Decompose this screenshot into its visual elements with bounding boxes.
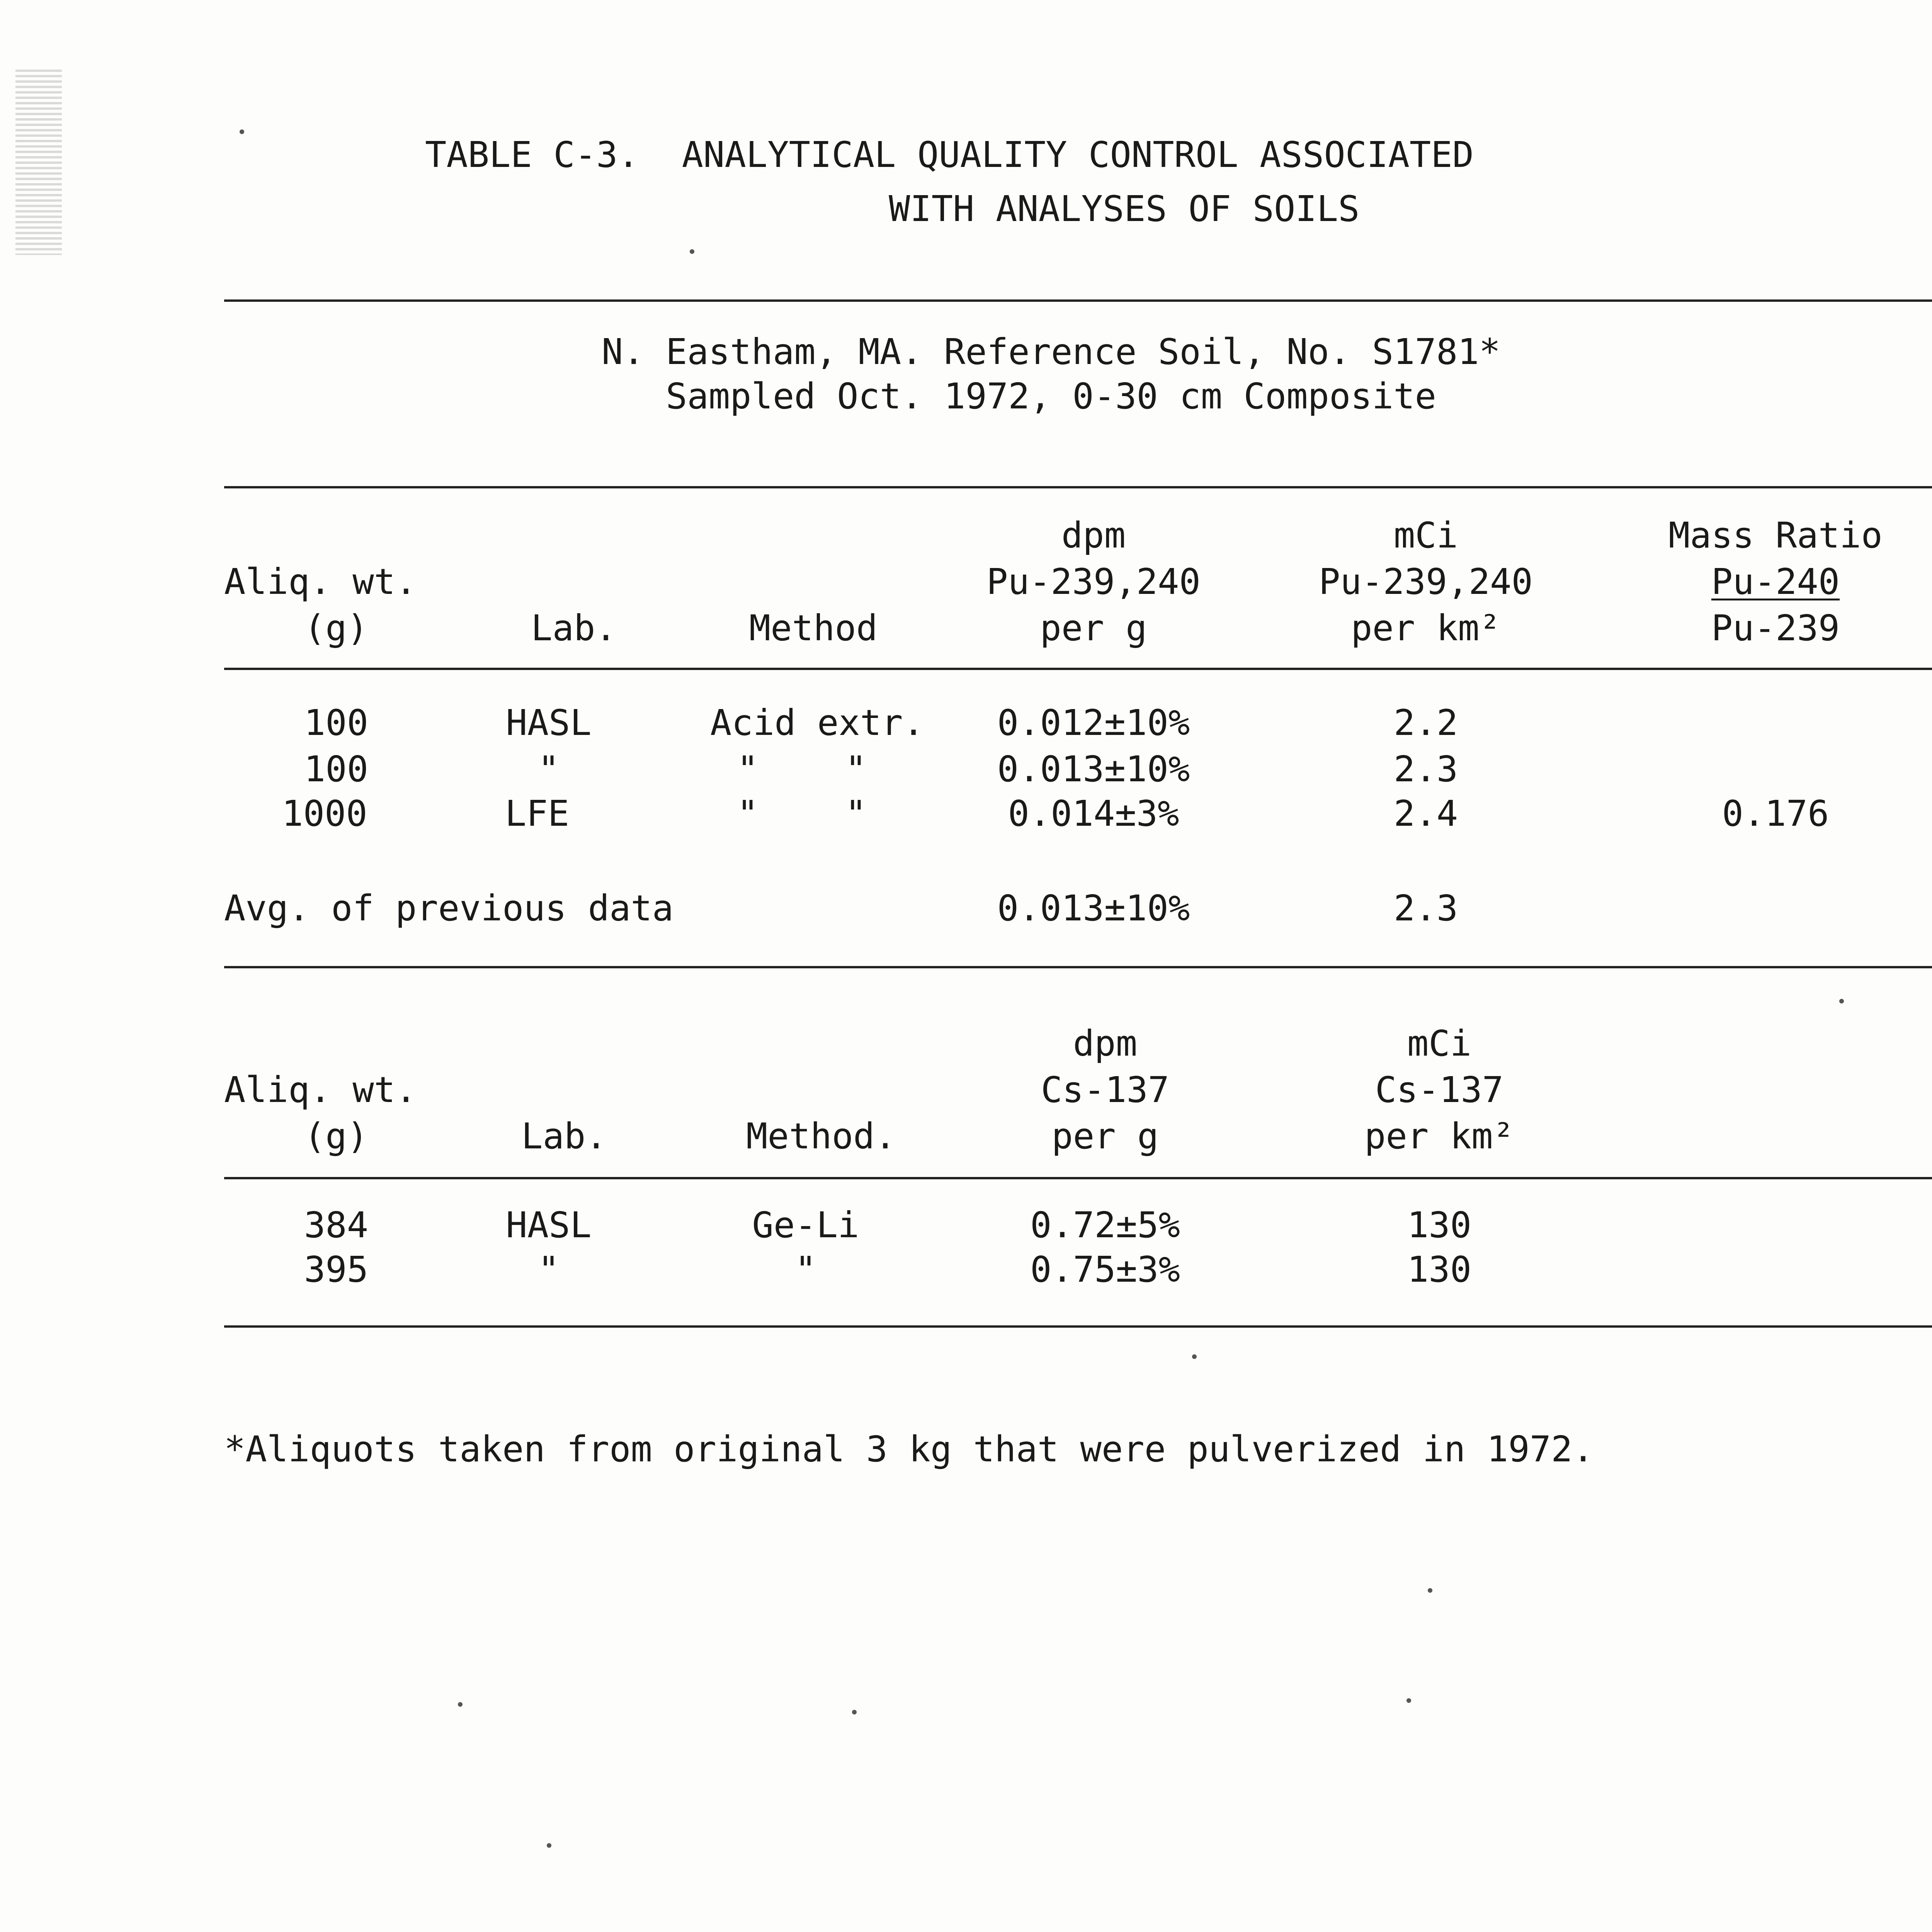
cell-ratio: 0.176 xyxy=(1722,793,1829,834)
cell-method: Ge-Li xyxy=(752,1204,859,1246)
speck xyxy=(240,129,244,134)
speck xyxy=(547,1843,551,1848)
average-label: Avg. of previous data xyxy=(224,888,674,929)
cell-method-ditto-b: " xyxy=(845,748,867,790)
cell-method: " xyxy=(795,1249,816,1290)
cell-lab: " xyxy=(538,1249,560,1290)
cell-method-ditto-a: " xyxy=(737,748,759,790)
cell-lab: HASL xyxy=(506,1204,592,1246)
speck xyxy=(1839,999,1844,1003)
average-mci: 2.3 xyxy=(1393,888,1458,929)
header-lab: Lab. xyxy=(531,607,617,649)
reference-line-1: N. Eastham, MA. Reference Soil, No. S1781* xyxy=(601,331,1501,372)
header-method: Method. xyxy=(746,1116,896,1157)
cell-mci: 2.4 xyxy=(1393,793,1458,834)
cell-lab: LFE xyxy=(505,793,570,834)
header-dpm-unit: per g xyxy=(1040,607,1147,649)
header-dpm-nuclide: Cs-137 xyxy=(1041,1069,1170,1111)
cell-method-ditto-b: " xyxy=(845,793,867,834)
table-title-line-1: TABLE C-3. ANALYTICAL QUALITY CONTROL ASSOCIATED xyxy=(425,134,1474,175)
rule-pu-header-bottom xyxy=(224,668,1932,670)
header-method: Method xyxy=(749,607,878,649)
reference-line-2: Sampled Oct. 1972, 0-30 cm Composite xyxy=(666,376,1436,417)
rule-cs-header-bottom xyxy=(224,1177,1932,1179)
table-title-line-2: WITH ANALYSES OF SOILS xyxy=(889,188,1360,230)
cell-mci: 130 xyxy=(1407,1204,1472,1246)
header-ratio-denominator: Pu-239 xyxy=(1711,607,1840,649)
speck xyxy=(1428,1588,1432,1593)
cell-mci: 130 xyxy=(1407,1249,1472,1290)
cell-dpm: 0.013±10% xyxy=(997,748,1190,790)
cell-dpm: 0.75±3% xyxy=(1030,1249,1180,1290)
cell-aliq: 384 xyxy=(304,1204,369,1246)
rule-pu-header-top xyxy=(224,486,1932,488)
header-aliq-unit: (g) xyxy=(304,1116,369,1157)
header-mci-unit: per km² xyxy=(1351,607,1501,649)
binding-mark xyxy=(15,70,62,255)
cell-lab: " xyxy=(538,748,560,790)
rule-cs-header-top xyxy=(224,966,1932,968)
cell-method: Acid extr. xyxy=(710,702,924,743)
cell-aliq: 395 xyxy=(304,1249,369,1290)
header-mci-nuclide: Pu-239,240 xyxy=(1319,561,1533,602)
cell-mci: 2.3 xyxy=(1393,748,1458,790)
cell-aliq: 100 xyxy=(304,702,369,743)
header-dpm-unit: per g xyxy=(1051,1116,1159,1157)
header-mci: mCi xyxy=(1407,1023,1472,1064)
header-aliq-wt: Aliq. wt. xyxy=(224,1069,417,1111)
header-dpm-nuclide: Pu-239,240 xyxy=(986,561,1201,602)
footnote: *Aliquots taken from original 3 kg that were pulverized in 1972. xyxy=(224,1429,1594,1470)
speck xyxy=(690,249,694,254)
cell-lab: HASL xyxy=(506,702,592,743)
header-aliq-wt: Aliq. wt. xyxy=(224,561,417,602)
header-dpm: dpm xyxy=(1061,515,1126,556)
cell-aliq: 100 xyxy=(304,748,369,790)
header-mci-unit: per km² xyxy=(1364,1116,1514,1157)
cell-dpm: 0.012±10% xyxy=(997,702,1190,743)
speck xyxy=(852,1710,857,1714)
speck xyxy=(1406,1698,1411,1703)
cell-method-ditto-a: " xyxy=(737,793,759,834)
rule-top xyxy=(224,299,1932,302)
header-dpm: dpm xyxy=(1073,1023,1138,1064)
cell-mci: 2.2 xyxy=(1393,702,1458,743)
header-mci-nuclide: Cs-137 xyxy=(1375,1069,1504,1111)
header-ratio-numerator: Pu-240 xyxy=(1711,561,1840,602)
cell-dpm: 0.72±5% xyxy=(1030,1204,1180,1246)
cell-dpm: 0.014±3% xyxy=(1008,793,1179,834)
average-dpm: 0.013±10% xyxy=(997,888,1190,929)
header-mass-ratio: Mass Ratio xyxy=(1668,515,1883,556)
cell-aliq: 1000 xyxy=(282,793,367,834)
speck xyxy=(458,1702,463,1707)
header-lab: Lab. xyxy=(521,1116,607,1157)
rule-bottom xyxy=(224,1325,1932,1328)
speck xyxy=(1192,1354,1197,1359)
header-mci: mCi xyxy=(1393,515,1458,556)
header-aliq-unit: (g) xyxy=(304,607,369,649)
